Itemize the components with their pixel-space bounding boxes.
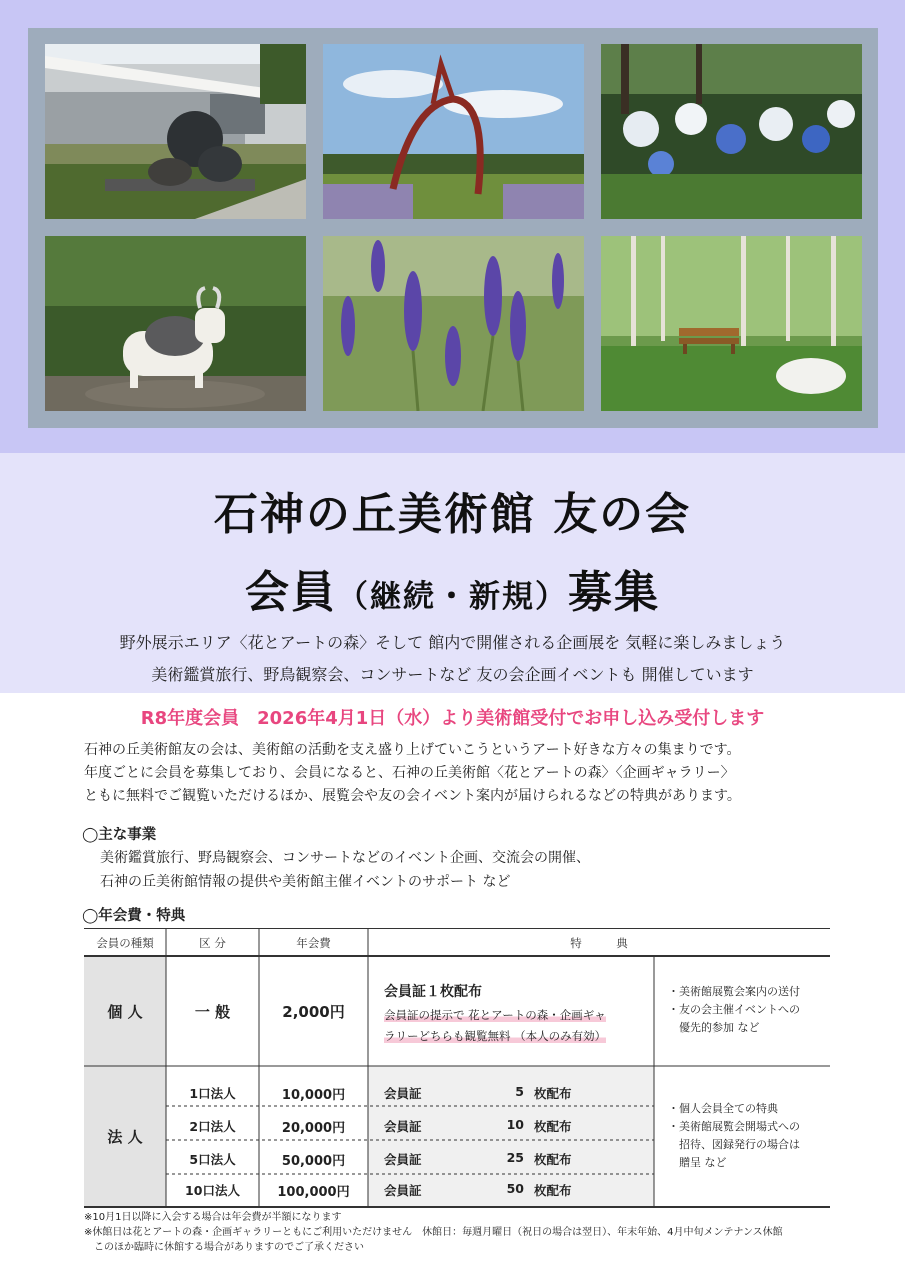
forest-bench-photo [601, 236, 862, 411]
table-row: 100,000円 [277, 1185, 350, 1200]
individual-card: 会員証１枚配布 [384, 984, 482, 1000]
table-row: 25 [506, 1150, 524, 1165]
hydrangea-photo [601, 44, 862, 219]
corporate-extras: ・個人会員全ての特典 ・美術館展覧会開場式への 招待、図録発行の場合は 贈呈 など [668, 1102, 800, 1169]
table-row: 10,000円 [281, 1088, 346, 1103]
header-type: 会員の種類 [96, 936, 154, 950]
table-row: 枚配布 [534, 1086, 572, 1101]
main-activities-text: 美術鑑賞旅行、野鳥観察会、コンサートなどのイベント企画、交流会の開催、 石神の丘美術館情報の提供や美術館主催イベントのサポート など [100, 850, 590, 890]
individual-category: 一 般 [194, 1003, 231, 1021]
header-fee: 年会費 [296, 936, 331, 950]
table-row: 枚配布 [534, 1183, 572, 1198]
fee-table [84, 928, 830, 1208]
table-row: 1口法人 [189, 1086, 236, 1101]
main-activities-heading: ◯主な事業 [82, 827, 157, 843]
table-row: 枚配布 [534, 1152, 572, 1167]
arch-sculpture-photo [323, 44, 584, 219]
table-row: 2口法人 [189, 1119, 236, 1134]
lead-line: 野外展示エリア〈花とアートの森〉そして 館内で開催される企画展を 気軽に楽しみましょう [119, 633, 786, 652]
table-row: 50,000円 [281, 1154, 346, 1169]
photo-grid [28, 28, 878, 428]
table-row: 会員証 [384, 1183, 422, 1198]
table-row: 5 [515, 1084, 524, 1099]
intro-paragraph: 石神の丘美術館友の会は、美術館の活動を支え盛り上げていこうというアート好きな方々の集まりです。 年度ごとに会員を募集しており、会員になると、石神の丘美術館〈花とアートの森〉〈企画ギャラリー〉 ともに無料でご観覧いただけるほか、展覧会や友の会イベント案内が届けられるなどの特典があります。 [84, 742, 741, 804]
individual-fee: 2,000円 [282, 1003, 345, 1021]
table-row: 会員証 [384, 1152, 422, 1167]
table-row: 10口法人 [185, 1183, 240, 1198]
museum-building-photo [45, 44, 306, 219]
page-subtitle: 会員（継続・新規）募集 [245, 567, 660, 618]
table-row: 50 [506, 1181, 524, 1196]
lead-line: 美術鑑賞旅行、野鳥観察会、コンサートなど 友の会企画イベントも 開催しています [151, 665, 754, 684]
page-title: 石神の丘美術館 友の会 [213, 489, 692, 540]
table-row: 10 [506, 1117, 524, 1132]
table-row: 5口法人 [189, 1152, 236, 1167]
sheep-sculpture-photo [45, 236, 306, 411]
table-row: 会員証 [384, 1086, 422, 1101]
header-benefit: 特 典 [570, 936, 628, 950]
corporate-type: 法 人 [107, 1128, 143, 1146]
individual-card-note: 会員証の提示で 花とアートの森・企画ギャ ラリーどちらも観覧無料 （本人のみ有効） [384, 1008, 607, 1043]
fee-heading: ◯年会費・特典 [82, 908, 186, 924]
footnotes: ※10月1日以降に入会する場合は年会費が半額になります ※休館日は花とアートの森・企画ギャラリーともにご利用いただけません 休館日：毎週月曜日（祝日の場合は翌日）、年末年始、4月中旬メンテナンス休館 このほか臨時に休館する場合がありますのでご了承ください [84, 1212, 783, 1253]
lavender-photo [323, 236, 584, 411]
table-row: 枚配布 [534, 1119, 572, 1134]
application-headline: R8年度会員 2026年4月1日（水）より美術館受付でお申し込み受付します [140, 708, 765, 729]
individual-type: 個 人 [107, 1003, 143, 1021]
table-row: 会員証 [384, 1119, 422, 1134]
table-row: 20,000円 [281, 1121, 346, 1136]
header-category: 区 分 [199, 936, 226, 950]
individual-extras: ・美術館展覧会案内の送付 ・友の会主催イベントへの 優先的参加 など [668, 985, 800, 1034]
